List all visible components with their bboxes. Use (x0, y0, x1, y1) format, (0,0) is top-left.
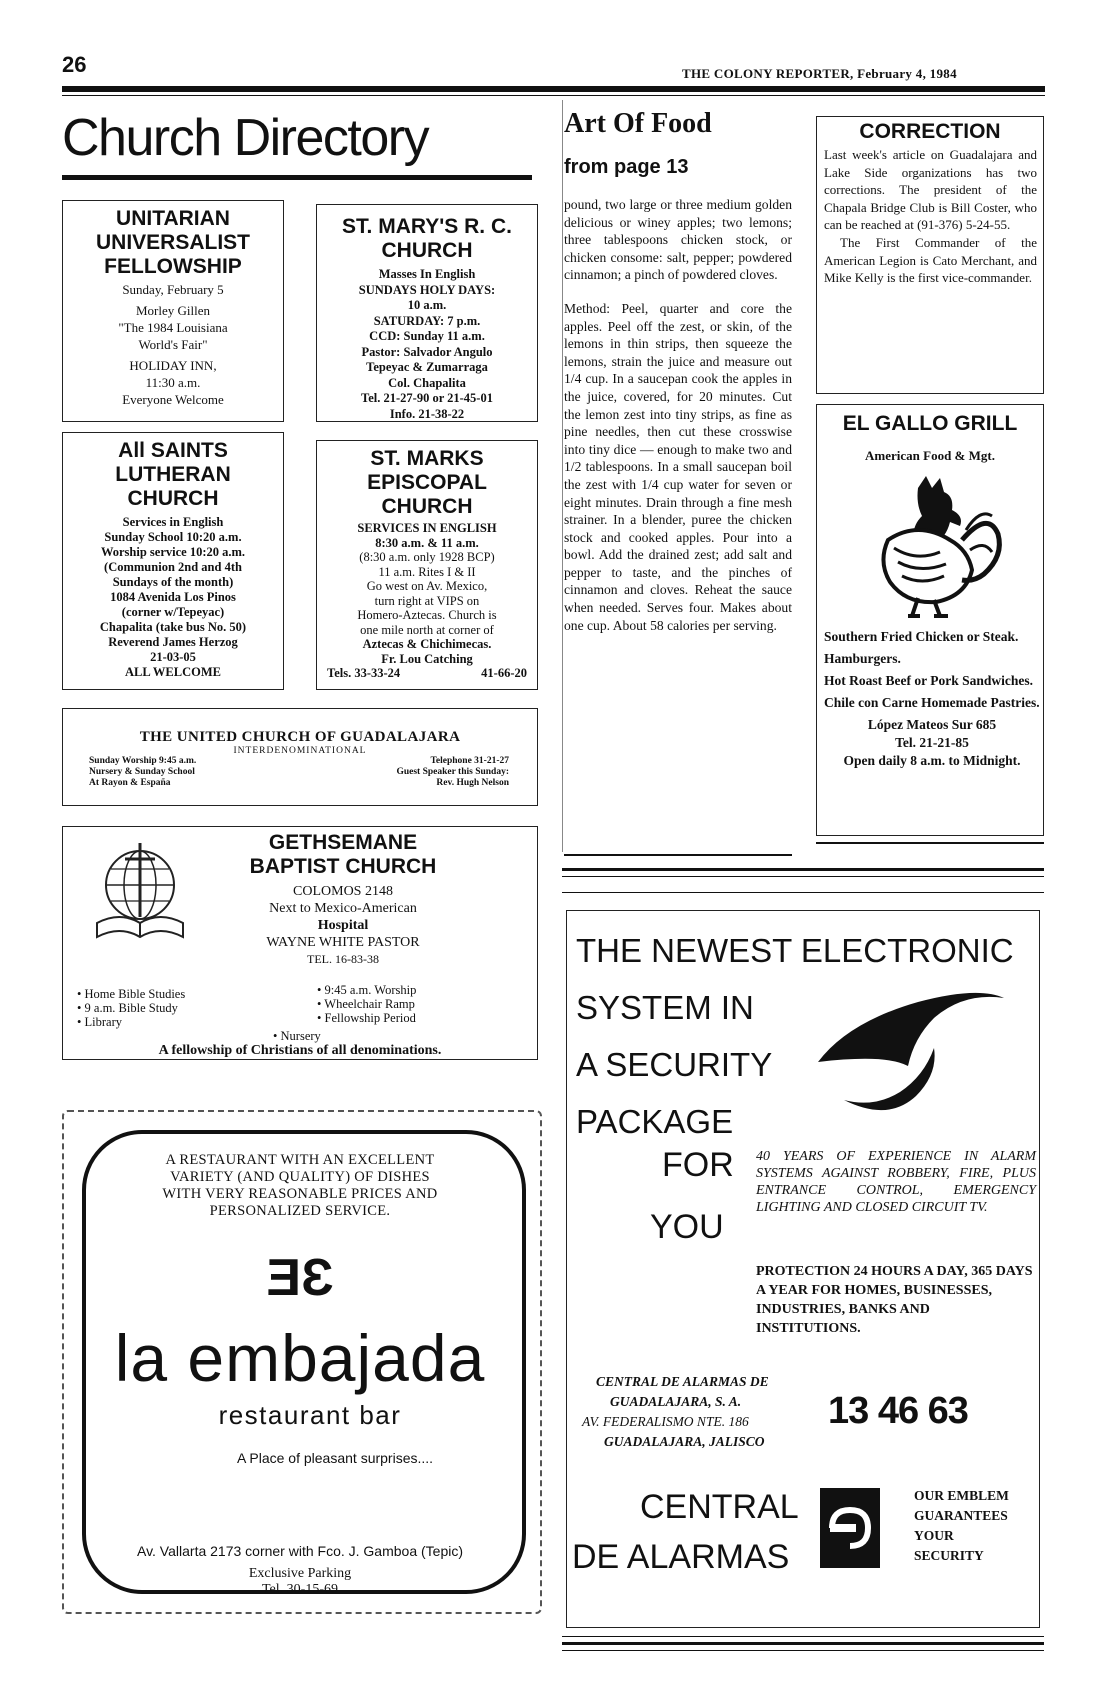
all-saints-line: (corner w/Tepeyac) (121, 605, 225, 619)
art-of-food-title: Art Of Food (564, 108, 712, 139)
el-gallo-subtitle: American Food & Mgt. (865, 448, 995, 463)
security-headline: THE NEWEST ELECTRONIC (576, 932, 1014, 969)
gethsemane-footer: A fellowship of Christians of all denominations. (158, 1043, 442, 1058)
st-marks-line: SERVICES IN ENGLISH (357, 521, 497, 535)
security-for: FOR (662, 1146, 734, 1184)
all-saints-line: Chapalita (take bus No. 50) (99, 620, 247, 634)
united-line: Rev. Hugh Nelson (436, 778, 509, 788)
gethsemane-line: Hospital (317, 918, 369, 933)
security-brand: DE ALARMAS (572, 1538, 790, 1576)
st-marys-line: Info. 21-38-22 (389, 406, 465, 421)
security-company: CENTRAL DE ALARMAS DE (596, 1374, 769, 1389)
gethsemane-nursery: Nursery (280, 1029, 321, 1043)
united-line: Sunday Worship 9:45 a.m. (89, 756, 197, 766)
correction-text: Last week's article on Guadalajara and Lake Side organizations has two corrections. The president of the Chapala Bridge Club is Bill Coster, who can be reached at (91-376) 5-24-55. (824, 147, 1037, 233)
embajada-tagline: WITH VERY REASONABLE PRICES AND (162, 1186, 438, 1202)
el-gallo-item: Hamburgers. (824, 651, 901, 666)
all-saints-line: Sunday School 10:20 a.m. (104, 530, 242, 544)
gethsemane-list-item: 9 a.m. Bible Study (84, 1001, 178, 1015)
security-brand: CENTRAL (640, 1488, 799, 1526)
all-saints-line: ALL WELCOME (125, 665, 221, 679)
gethsemane-list-item: Fellowship Period (324, 1011, 416, 1025)
security-phone: 13 46 63 (828, 1390, 968, 1432)
art-of-food-subtitle: from page 13 (564, 156, 689, 178)
central-alarmas-emblem-icon (820, 1488, 880, 1568)
all-saints-line: Services in English (122, 515, 224, 529)
st-marks-tel: 41-66-20 (481, 666, 527, 680)
security-experience: 40 YEARS OF EXPERIENCE IN ALARM SYSTEMS AGAINST ROBBERY, FIRE, PLUS ENTRANCE CONTROL, EMERGENCY LIGHTING AND CLOSED CIRCUIT TV. (756, 1149, 1036, 1215)
all-saints-line: (Communion 2nd and 4th (104, 560, 242, 574)
security-you: YOU (650, 1208, 724, 1246)
security-emblem-text: GUARANTEES (914, 1508, 1008, 1523)
all-saints-name-line: LUTHERAN (115, 463, 231, 486)
united-church-box (62, 708, 538, 806)
security-headline: PACKAGE (576, 1103, 734, 1140)
security-swirl-logo-icon (808, 970, 1008, 1120)
st-marks-line: one mile north at corner of (360, 622, 494, 637)
header-rule (62, 86, 1045, 92)
gethsemane-list-item: 9:45 a.m. Worship (324, 983, 417, 997)
unitarian-name-line: FELLOWSHIP (104, 255, 242, 278)
section-rule (562, 868, 1044, 871)
embajada-tel: Tel. 30-15-69 (261, 1582, 338, 1597)
st-marks-line: Go west on Av. Mexico, (366, 579, 488, 593)
embajada-tagline: A RESTAURANT WITH AN EXCELLENT (165, 1152, 435, 1168)
correction-title: CORRECTION (859, 120, 1001, 143)
all-saints-line: Sundays of the month) (112, 575, 234, 589)
el-gallo-hours: Open daily 8 a.m. to Midnight. (843, 753, 1021, 768)
embajada-parking: Exclusive Parking (248, 1566, 352, 1581)
st-marks-line: Aztecas & Chichimecas. (362, 637, 492, 651)
united-church-subtitle: INTERDENOMINATIONAL (233, 746, 367, 756)
security-emblem-text: YOUR (914, 1528, 954, 1543)
unitarian-name-line: UNIVERSALIST (95, 231, 250, 254)
el-gallo-item: Chile con Carne Homemade Pastries. (824, 695, 1040, 710)
directory-title: Church Directory (62, 109, 429, 167)
unitarian-name-line: UNITARIAN (116, 207, 230, 230)
gethsemane-line: Next to Mexico-American (269, 901, 417, 916)
security-emblem-text: OUR EMBLEM (914, 1488, 1009, 1503)
directory-title-rule (62, 175, 532, 180)
gethsemane-tel: TEL. 16-83-38 (307, 952, 379, 966)
globe-bible-icon (85, 837, 195, 947)
gethsemane-list-item: Library (84, 1015, 122, 1029)
unitarian-venue: HOLIDAY INN, (129, 358, 217, 373)
all-saints-line: 1084 Avenida Los Pinos (110, 590, 236, 604)
section-rule (562, 892, 1044, 893)
st-marks-line: 11 a.m. Rites I & II (378, 564, 476, 579)
security-protection: PROTECTION 24 HOURS A DAY, 365 DAYS A YEAR FOR HOMES, BUSINESSES, INDUSTRIES, BANKS AND INSTITUTIONS. (756, 1264, 1033, 1336)
st-marys-name-line: CHURCH (381, 239, 473, 262)
embajada-tagline: PERSONALIZED SERVICE. (209, 1203, 391, 1219)
security-emblem-text: SECURITY (914, 1548, 984, 1563)
st-marks-name-line: EPISCOPAL (367, 471, 487, 494)
all-saints-box (62, 432, 284, 690)
st-marks-line: turn right at VIPS on (374, 593, 480, 608)
gethsemane-list-item: Home Bible Studies (84, 987, 186, 1001)
security-headline: A SECURITY (576, 1046, 773, 1083)
st-marys-name-line: ST. MARY'S R. C. (342, 215, 512, 238)
right-rule (816, 842, 1044, 844)
gethsemane-pastor: WAYNE WHITE PASTOR (266, 935, 420, 950)
security-company: GUADALAJARA, S. A. (610, 1394, 742, 1409)
unitarian-speaker: Morley Gillen (135, 303, 210, 318)
unitarian-welcome: Everyone Welcome (122, 392, 224, 407)
united-church-name: THE UNITED CHURCH OF GUADALAJARA (139, 729, 461, 745)
security-company: GUADALAJARA, JALISCO (604, 1434, 765, 1449)
st-marys-line: Col. Chapalita (388, 375, 466, 390)
gethsemane-list-item: Wheelchair Ramp (324, 997, 415, 1011)
column-rule (562, 100, 563, 852)
el-gallo-box (816, 404, 1044, 836)
st-marks-name-line: CHURCH (381, 495, 473, 518)
st-marks-name-line: ST. MARKS (370, 447, 484, 470)
st-marys-line: 10 a.m. (407, 298, 447, 312)
united-line: At Rayon & España (89, 778, 171, 788)
st-marys-line: CCD: Sunday 11 a.m. (369, 329, 485, 343)
st-marys-line: Tepeyac & Zumarraga (366, 360, 488, 374)
el-gallo-item: Southern Fried Chicken or Steak. (824, 629, 1019, 644)
all-saints-line: Reverend James Herzog (108, 635, 238, 649)
all-saints-name-line: All SAINTS (118, 439, 228, 462)
unitarian-topic: World's Fair" (138, 337, 208, 352)
gethsemane-address: COLOMOS 2148 (293, 884, 393, 899)
unitarian-topic: "The 1984 Louisiana (118, 320, 228, 335)
header-rule-thin (62, 95, 1045, 96)
all-saints-line: 21-03-05 (150, 650, 196, 664)
st-marks-tel: Tels. 33-33-24 (327, 666, 401, 680)
unitarian-time: 11:30 a.m. (145, 375, 201, 390)
embajada-logo-icon: ƎƐ (266, 1249, 334, 1307)
bottom-rule (562, 1642, 1044, 1645)
embajada-subname: restaurant bar (218, 1400, 402, 1430)
st-marys-line: SUNDAYS HOLY DAYS: (358, 282, 496, 297)
rooster-icon (858, 470, 1008, 620)
el-gallo-item: Hot Roast Beef or Pork Sandwiches. (824, 673, 1033, 688)
st-marys-box (316, 204, 538, 422)
st-marks-line: Homero-Aztecas. Church is (357, 608, 497, 622)
art-of-food-ingredients: pound, two large or three medium golden delicious or winey apples; two lemons; three tablespoons chicken stock, or chicken consome: salt, pepper; powdered cinnamon; a pinch of powdered cloves. (564, 197, 792, 283)
masthead: THE COLONY REPORTER, February 4, 1984 (682, 66, 957, 81)
unitarian-box (62, 200, 284, 422)
security-headline: SYSTEM IN (576, 989, 754, 1026)
embajada-name: la embajada (114, 1321, 486, 1395)
bottom-rule (562, 1636, 1044, 1637)
security-company: AV. FEDERALISMO NTE. 186 (582, 1414, 749, 1429)
all-saints-line: Worship service 10:20 a.m. (100, 545, 246, 559)
bottom-rule (562, 1650, 1044, 1651)
united-line: Nursery & Sunday School (89, 767, 195, 777)
section-rule (562, 876, 1044, 877)
el-gallo-address: López Mateos Sur 685 (867, 717, 997, 732)
st-marys-line: Masses In English (378, 267, 476, 281)
gethsemane-name-line: GETHSEMANE (268, 831, 418, 854)
embajada-tagline: VARIETY (AND QUALITY) OF DISHES (170, 1169, 430, 1185)
el-gallo-title: EL GALLO GRILL (842, 412, 1018, 435)
article-rule (564, 854, 792, 856)
united-line: Telephone 31-21-27 (430, 756, 509, 766)
el-gallo-tel: Tel. 21-21-85 (895, 735, 969, 750)
st-marys-line: SATURDAY: 7 p.m. (373, 313, 481, 328)
embajada-address: Av. Vallarta 2173 corner with Fco. J. Gamboa (Tepic) (136, 1543, 464, 1559)
all-saints-name-line: CHURCH (127, 487, 219, 510)
page-number: 26 (62, 52, 87, 77)
correction-text: The First Commander of the American Legion is Cato Merchant, and Mike Kelly is the first vice-commander. (824, 234, 1037, 286)
st-marks-line: 8:30 a.m. & 11 a.m. (375, 535, 479, 550)
united-line: Guest Speaker this Sunday: (396, 767, 509, 777)
art-of-food-method: Method: Peel, quarter and core the apples. Peel off the zest, or skin, of the lemons in thin strips, then squeeze the lemons, strain the juice and measure out 1/4 cup. In a saucepan cook the apples in the juice, covered, for 20 minutes. Cut the lemon zest into tiny strips, as fine as pine needles, then cut these crosswise into tiny dice — enough to make two and 1/2 tablespoons. In a small saucepan boil the zest with 1/4 cup water for seven or eight minutes. Drain through a fine mesh strainer. In a blender, puree the chicken stock and cooked apples. Pour into a bowl. Add the drained zest; add salt and pepper to taste, and the pinches of cinnamon and cloves. Reheat the sauce when needed. Serves four. Makes about one cup. About 58 calories per serving. (564, 300, 792, 633)
gethsemane-name-line: BAPTIST CHURCH (249, 855, 437, 878)
st-marys-line: Tel. 21-27-90 or 21-45-01 (361, 391, 493, 405)
unitarian-date: Sunday, February 5 (122, 282, 224, 297)
st-marys-line: Pastor: Salvador Angulo (361, 344, 493, 359)
st-marks-box (316, 440, 538, 690)
embajada-slogan: A Place of pleasant surprises.... (236, 1450, 434, 1466)
gethsemane-box: GETHSEMANE BAPTIST CHURCH COLOMOS 2148 Next to Mexico-American Hospital WAYNE WHITE PASTOR TEL. 16-83-38 • Home Bible Studies • 9 a.m. Bible Study • Library • 9:45 a.m. Worship • Wheelchair Ramp • Fellowship Period • Nursery A fellowship of Christians of all denominations. (62, 826, 538, 1060)
st-marks-line: Fr. Lou Catching (381, 651, 473, 666)
st-marks-line: (8:30 a.m. only 1928 BCP) (359, 550, 495, 564)
